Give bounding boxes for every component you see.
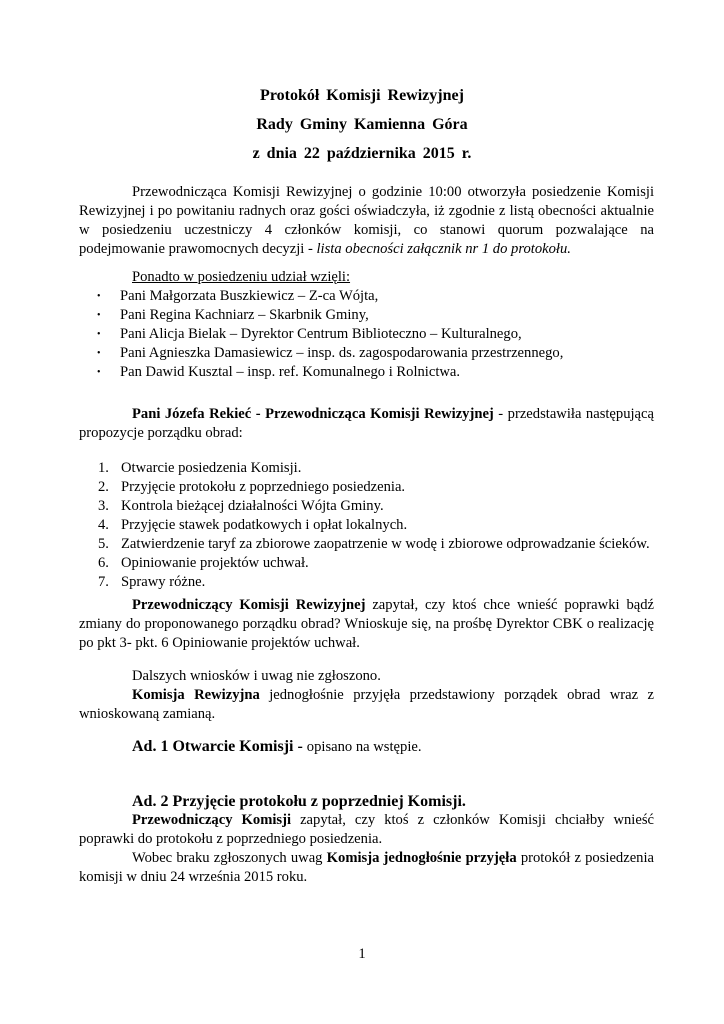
ad2-result-bold: Komisja jednogłośnie przyjęła bbox=[326, 850, 517, 866]
document-date: z dnia 22 października 2015 r. bbox=[252, 145, 472, 162]
list-item bbox=[98, 459, 650, 478]
proposal-speaker: Pani Józefa Rekieć - Przewodnicząca Komisji Rewizyjnej bbox=[132, 406, 494, 422]
ad1-heading bbox=[132, 737, 422, 757]
bullet-icon: • bbox=[97, 310, 101, 321]
list-item bbox=[98, 478, 650, 497]
agenda-number: 6. bbox=[98, 555, 109, 571]
page-number: 1 bbox=[358, 946, 366, 962]
agenda-list bbox=[98, 459, 650, 592]
ad2-result-paragraph bbox=[79, 849, 654, 887]
proposal-paragraph bbox=[79, 405, 654, 443]
ad1-separator: - bbox=[293, 738, 307, 755]
agenda-accepted-text: jednogłośnie przyjęła przedstawiony porządek obrad wraz z wnioskowaną zamianą. bbox=[79, 687, 654, 722]
agenda-text: Sprawy różne. bbox=[121, 574, 206, 590]
agenda-text: Kontrola bieżącej działalności Wójta Gminy. bbox=[121, 498, 384, 514]
agenda-text: Przyjęcie stawek podatkowych i opłat lokalnych. bbox=[121, 517, 408, 533]
bullet-icon: • bbox=[97, 291, 101, 302]
agenda-number: 3. bbox=[98, 498, 109, 514]
list-item bbox=[98, 497, 650, 516]
chair-question-text: zapytał, czy ktoś chce wnieść poprawki bądź zmiany do proponowanego porządku obrad? Wnioskuje się, na prośbę Dyrektor CBK o realizację po pkt 3- pkt. 6 Opiniowanie projektów uchwał. bbox=[79, 597, 654, 651]
bullet-icon: • bbox=[97, 348, 101, 359]
ad2-question-paragraph bbox=[79, 811, 654, 849]
participants-list bbox=[97, 287, 563, 382]
document-title: Protokół Komisji Rewizyjnej bbox=[260, 87, 464, 104]
bullet-icon: • bbox=[97, 329, 101, 340]
list-item bbox=[97, 287, 563, 306]
list-item bbox=[97, 363, 563, 382]
agenda-number: 4. bbox=[98, 517, 109, 533]
agenda-text: Opiniowanie projektów uchwał. bbox=[121, 555, 309, 571]
ad1-note: opisano na wstępie. bbox=[306, 739, 422, 755]
participant-name: Pani Alicja Bielak – Dyrektor Centrum Biblioteczno – Kulturalnego, bbox=[120, 326, 522, 342]
participant-name: Pani Agnieszka Damasiewicz – insp. ds. zagospodarowania przestrzennego, bbox=[120, 345, 564, 361]
list-item bbox=[97, 306, 563, 325]
intro-attachment-note: lista obecności załącznik nr 1 do protokołu. bbox=[316, 241, 571, 257]
committee-name: Komisja Rewizyjna bbox=[132, 687, 260, 703]
bullet-icon: • bbox=[97, 367, 101, 378]
agenda-text: Otwarcie posiedzenia Komisji. bbox=[121, 460, 302, 476]
no-more-motions: Dalszych wniosków i uwag nie zgłoszono. bbox=[132, 668, 381, 684]
agenda-number: 2. bbox=[98, 479, 109, 495]
list-item bbox=[98, 535, 650, 554]
intro-paragraph bbox=[79, 183, 654, 259]
participant-name: Pani Małgorzata Buszkiewicz – Z-ca Wójta, bbox=[120, 288, 379, 304]
ad2-result-text: protokół z posiedzenia komisji w dniu 24 września 2015 roku. bbox=[79, 850, 654, 885]
participant-name: Pan Dawid Kusztal – insp. ref. Komunalnego i Rolnictwa. bbox=[120, 364, 461, 380]
document-subtitle-council: Rady Gminy Kamienna Góra bbox=[256, 116, 468, 133]
agenda-text: Zatwierdzenie taryf za zbiorowe zaopatrzenie w wodę i zbiorowe odprowadzanie ścieków. bbox=[121, 536, 650, 552]
ad2-heading: Ad. 2 Przyjęcie protokołu z poprzedniej Komisji. bbox=[132, 793, 466, 810]
agenda-accepted-paragraph bbox=[79, 686, 654, 724]
agenda-number: 5. bbox=[98, 536, 109, 552]
list-item bbox=[98, 554, 650, 573]
proposal-text: - przedstawiła następującą propozycje porządku obrad: bbox=[79, 406, 654, 441]
participant-name: Pani Regina Kachniarz – Skarbnik Gminy, bbox=[120, 307, 369, 323]
ad2-result-pre: Wobec braku zgłoszonych uwag bbox=[132, 850, 327, 866]
ad2-question-text: zapytał, czy ktoś z członków Komisji chciałby wnieść poprawki do protokołu z poprzedniego posiedzenia. bbox=[79, 812, 654, 847]
chair-speaker: Przewodniczący Komisji Rewizyjnej bbox=[132, 597, 366, 613]
ad1-title: Ad. 1 Otwarcie Komisji bbox=[132, 738, 294, 755]
list-item bbox=[97, 344, 563, 363]
list-item bbox=[98, 573, 650, 592]
ad2-speaker: Przewodniczący Komisji bbox=[132, 812, 292, 828]
list-item bbox=[98, 516, 650, 535]
list-item bbox=[97, 325, 563, 344]
agenda-text: Przyjęcie protokołu z poprzedniego posiedzenia. bbox=[121, 479, 406, 495]
agenda-number: 7. bbox=[98, 574, 109, 590]
intro-text: Przewodnicząca Komisji Rewizyjnej o godzinie 10:00 otworzyła posiedzenie Komisji Rewizyjnej i po powitaniu radnych oraz gości oświadczyła, iż zgodnie z listą obecności aktualnie w posiedzeniu uczestniczy 4 członków komisji, co stanowi quorum pozwalające na podejmowanie prawomocnych decyzji - bbox=[79, 184, 654, 257]
chair-question-paragraph bbox=[79, 596, 654, 653]
agenda-number: 1. bbox=[98, 460, 109, 476]
participants-heading: Ponadto w posiedzeniu udział wzięli: bbox=[132, 269, 351, 285]
